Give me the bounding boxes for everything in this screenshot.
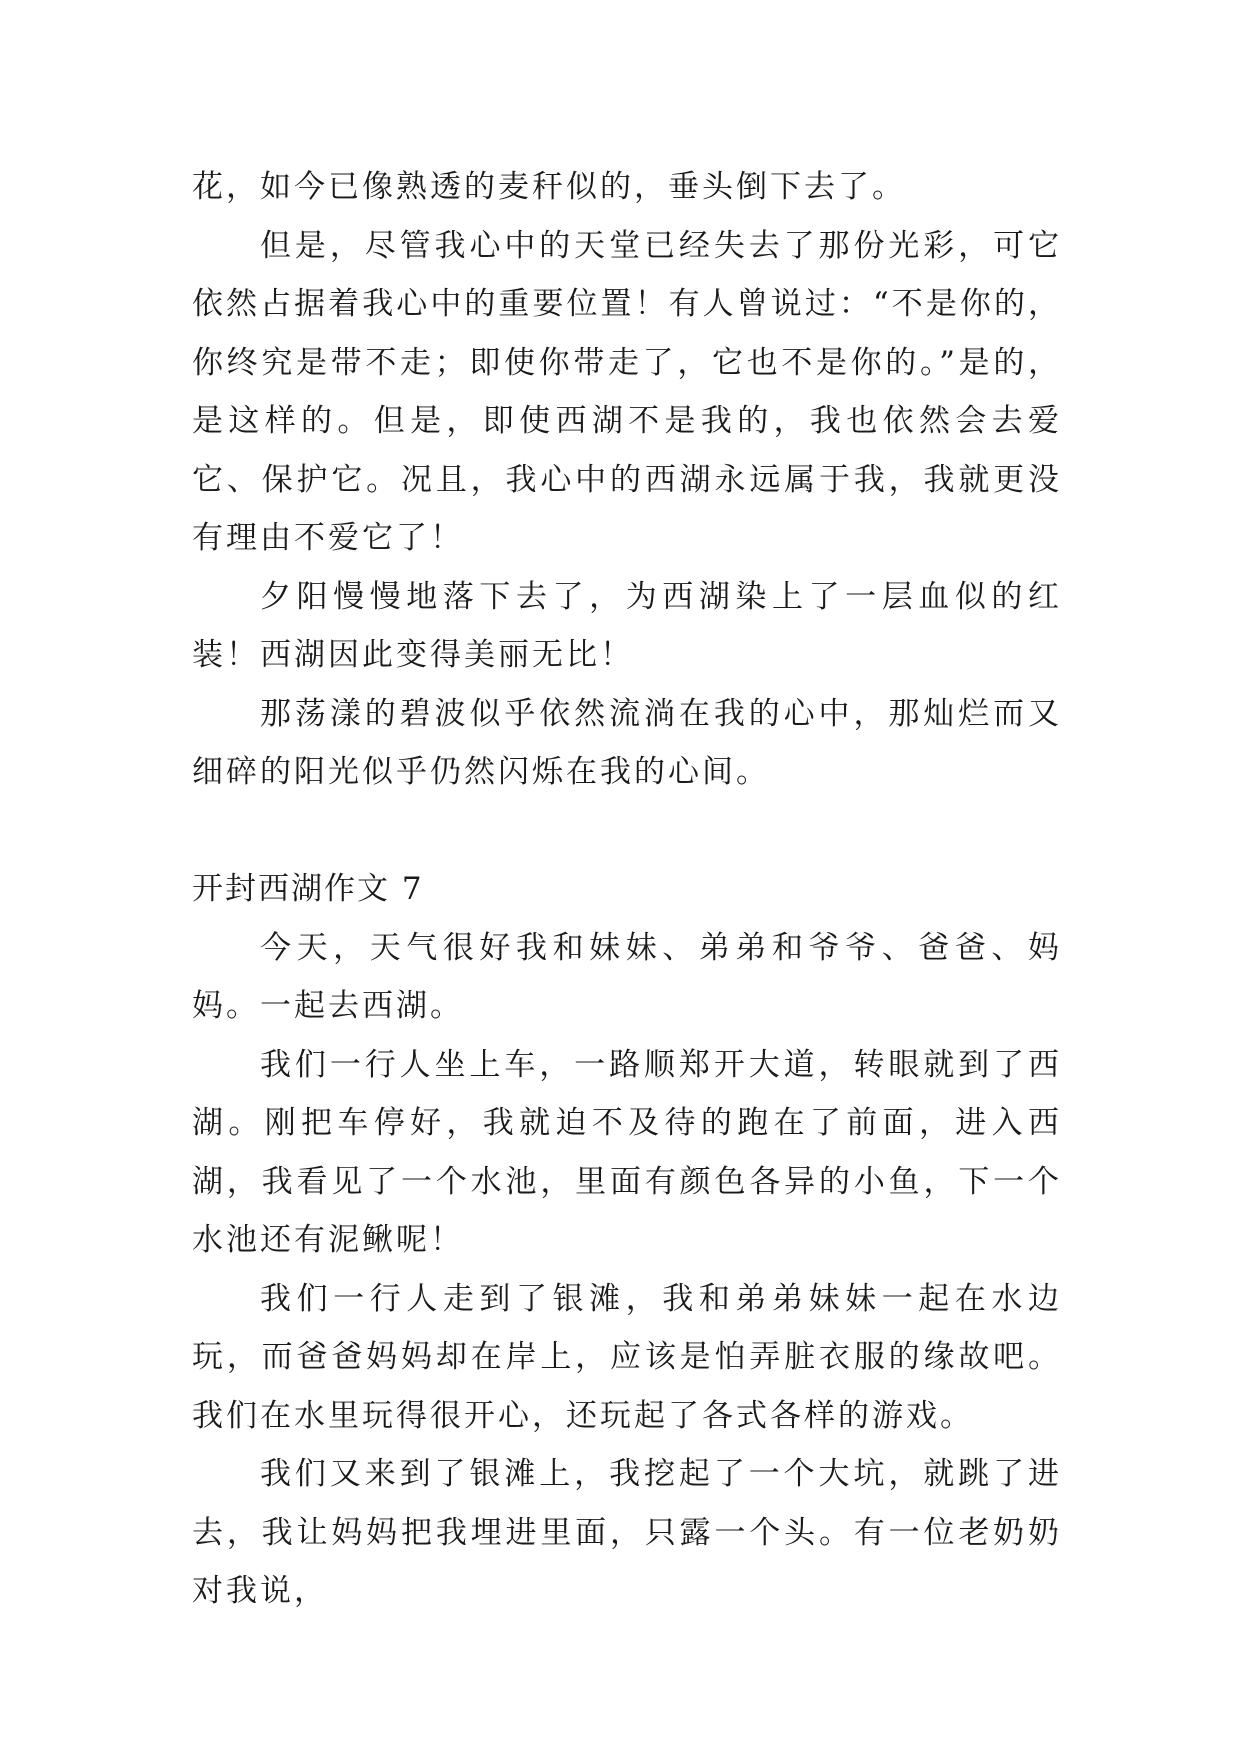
paragraph: 今天，天气很好我和妹妹、弟弟和爷爷、爸爸、妈妈。一起去西湖。: [192, 929, 1062, 1024]
paragraph: 那荡漾的碧波似乎依然流淌在我的心中，那灿烂而又细碎的阳光似乎仍然闪烁在我的心间。: [192, 695, 1062, 790]
paragraph-continuation: 花，如今已像熟透的麦秆似的，垂头倒下去了。: [192, 169, 906, 205]
paragraph: 夕阳慢慢地落下去了，为西湖染上了一层血似的红装！西湖因此变得美丽无比！: [192, 578, 1062, 673]
paragraph: 我们一行人走到了银滩，我和弟弟妹妹一起在水边玩，而爸爸妈妈却在岸上，应该是怕弄脏衣服的缘故吧。我们在水里玩得很开心，还玩起了各式各样的游戏。: [192, 1280, 1062, 1434]
paragraph: 我们一行人坐上车，一路顺郑开大道，转眼就到了西湖。刚把车停好，我就迫不及待的跑在了前面，进入西湖，我看见了一个水池，里面有颜色各异的小鱼，下一个水池还有泥鳅呢！: [192, 1046, 1062, 1258]
text-column: [192, 158, 1062, 1621]
section-heading: 开封西湖作文 7: [192, 871, 424, 907]
paragraph: 但是，尽管我心中的天堂已经失去了那份光彩，可它依然占据着我心中的重要位置！有人曾说过：“不是你的，你终究是带不走；即使你带走了，它也不是你的。”是的，是这样的。但是，即使西湖不是我的，我也依然会去爱它、保护它。况且，我心中的西湖永远属于我，我就更没有理由不爱它了！: [192, 227, 1062, 556]
paragraph: 我们又来到了银滩上，我挖起了一个大坑，就跳了进去，我让妈妈把我埋进里面，只露一个头。有一位老奶奶对我说，: [192, 1456, 1062, 1609]
